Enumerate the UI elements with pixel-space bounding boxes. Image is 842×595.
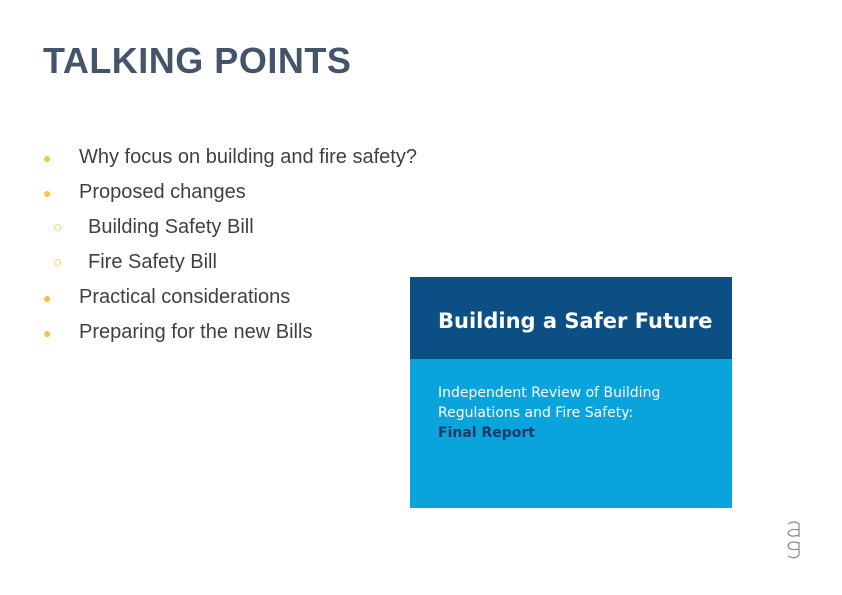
bullet-icon: ● [43, 149, 52, 166]
sub-bullet-icon: ○ [53, 254, 63, 271]
sub-bullet-icon: ○ [53, 219, 63, 236]
list-item-text: Practical considerations [79, 286, 291, 308]
cover-body-band [410, 359, 732, 508]
list-item-text: Why focus on building and fire safety? [79, 146, 417, 168]
bullet-icon: ● [43, 324, 52, 341]
cover-subtitle-final-report: Final Report [438, 425, 535, 441]
page-title: TALKING POINTS [43, 40, 352, 81]
list-item-text: Building Safety Bill [88, 216, 254, 238]
list-item-text: Proposed changes [79, 181, 246, 203]
list-item-text: Preparing for the new Bills [79, 321, 313, 343]
cover-header-band [410, 277, 732, 359]
cover-title: Building a Safer Future [438, 309, 713, 333]
cover-subtitle-line: Independent Review of Building [438, 385, 661, 401]
list-item-text: Fire Safety Bill [88, 251, 217, 273]
cover-subtitle [438, 383, 660, 443]
cover-subtitle-line: Regulations and Fire Safety: [438, 405, 634, 421]
ag-logo-icon [784, 520, 804, 560]
bullet-icon: ● [43, 184, 52, 201]
report-cover-image [410, 277, 732, 508]
bullet-icon: ● [43, 289, 52, 306]
